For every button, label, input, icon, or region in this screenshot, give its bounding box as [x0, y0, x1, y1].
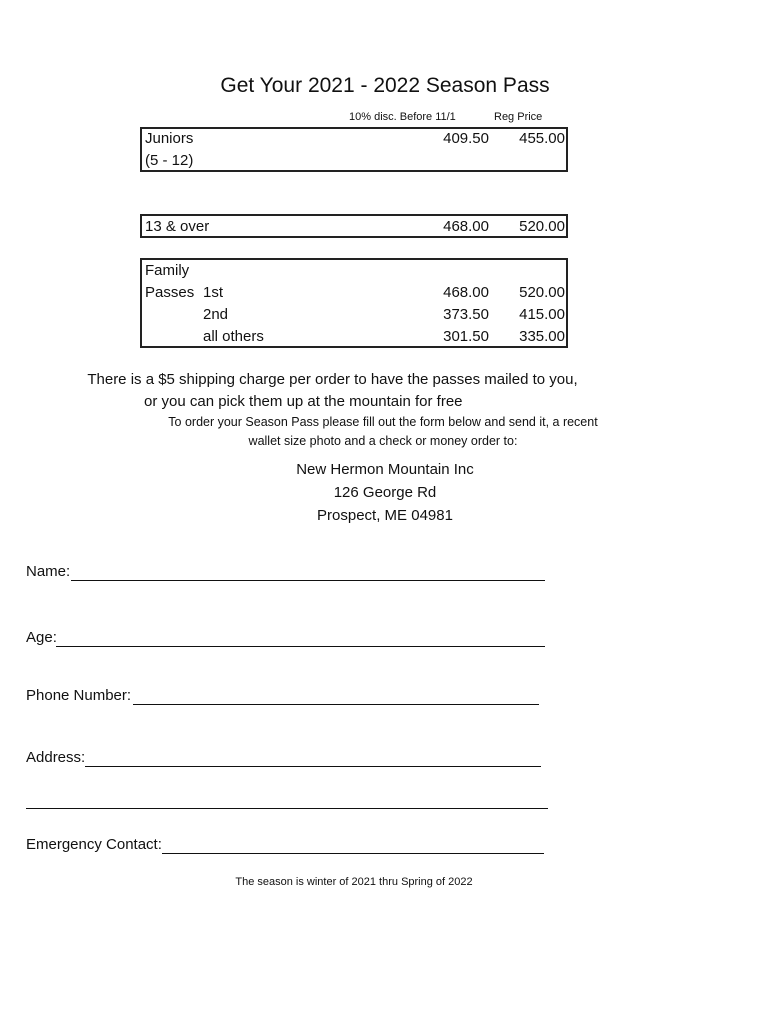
season-footer-note: The season is winter of 2021 thru Spring of 2022 [235, 876, 473, 888]
age-input-line[interactable] [56, 646, 545, 647]
family-row-regular: 335.00 [519, 328, 565, 345]
family-row-discount: 373.50 [443, 306, 489, 323]
shipping-note: There is a $5 shipping charge per order to have the passes mailed to you, [87, 371, 578, 388]
juniors-age-range: (5 - 12) [145, 152, 194, 169]
juniors-discount-price: 409.50 [443, 130, 489, 147]
family-row-regular: 520.00 [519, 284, 565, 301]
adult-price-box [140, 214, 568, 238]
emergency-contact-input-line[interactable] [162, 853, 544, 854]
regular-price-header: Reg Price [494, 111, 543, 123]
pickup-note: or you can pick them up at the mountain for free [144, 393, 463, 410]
family-row-label: 1st [203, 284, 224, 301]
discount-price-header: 10% disc. Before 11/1 [349, 111, 456, 123]
family-row-discount: 468.00 [443, 284, 489, 301]
address-input-line-2[interactable] [26, 808, 548, 809]
juniors-label: Juniors [145, 130, 194, 147]
family-row-label: 2nd [203, 306, 229, 323]
address-label: Address: [26, 749, 86, 766]
family-row-label: all others [203, 328, 264, 345]
order-instructions-cont: wallet size photo and a check or money order to: [248, 434, 518, 448]
juniors-price-box [140, 127, 568, 172]
adult-label: 13 & over [145, 218, 210, 235]
name-input-line[interactable] [71, 580, 545, 581]
family-price-box [140, 258, 568, 348]
family-row-regular: 415.00 [519, 306, 565, 323]
address-company: New Hermon Mountain Inc [296, 461, 474, 478]
address-city: Prospect, ME 04981 [317, 507, 453, 524]
adult-discount-price: 468.00 [443, 218, 489, 235]
family-passes-label: Passes [145, 284, 195, 301]
name-label: Name: [26, 563, 71, 580]
page-title: Get Your 2021 - 2022 Season Pass [220, 74, 550, 97]
phone-input-line[interactable] [133, 704, 539, 705]
address-street: 126 George Rd [333, 484, 437, 501]
juniors-regular-price: 455.00 [519, 130, 565, 147]
address-input-line[interactable] [85, 766, 541, 767]
family-label: Family [145, 262, 190, 279]
order-instructions: To order your Season Pass please fill out the form below and send it, a recent [168, 415, 598, 429]
adult-regular-price: 520.00 [519, 218, 565, 235]
emergency-contact-label: Emergency Contact: [26, 836, 162, 853]
age-label: Age: [26, 629, 57, 646]
phone-label: Phone Number: [26, 687, 132, 704]
family-row-discount: 301.50 [443, 328, 489, 345]
